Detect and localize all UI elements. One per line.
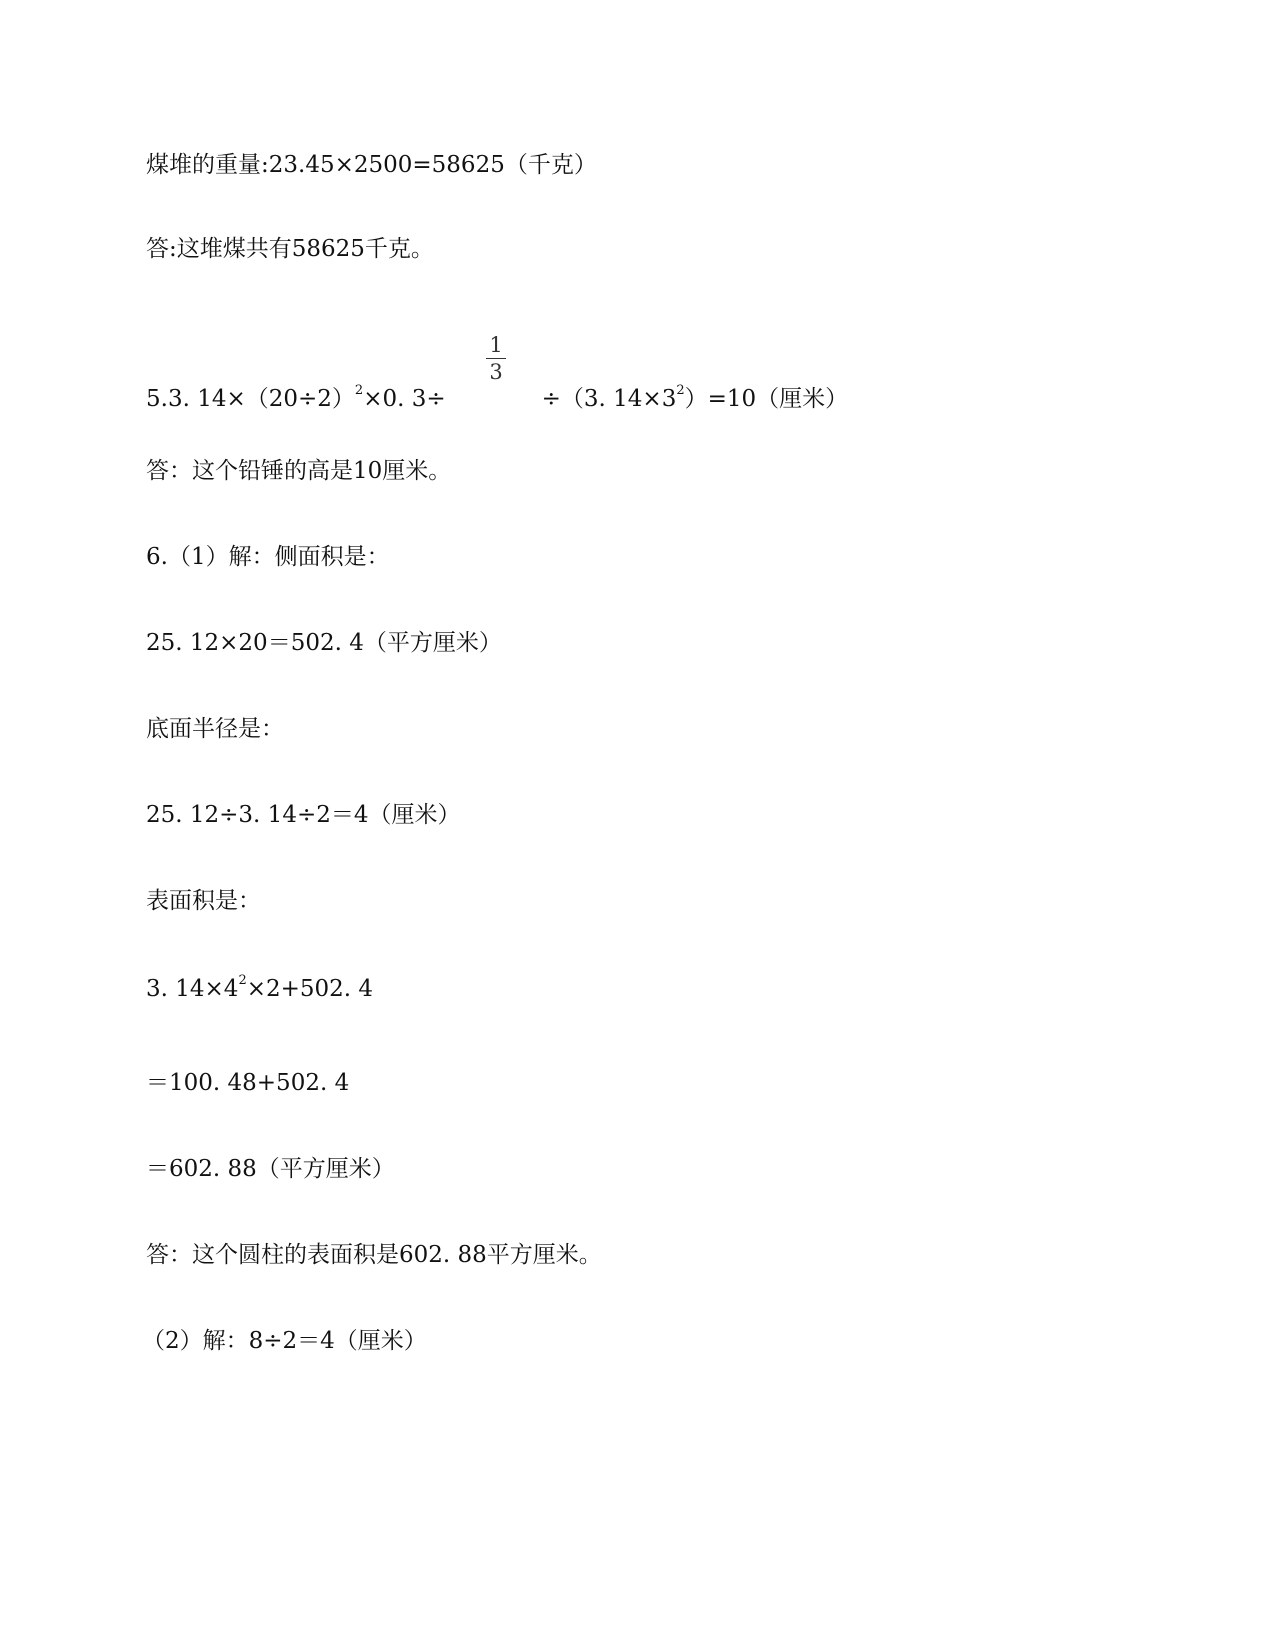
q6-answer-line: 答：这个圆柱的表面积是602. 88平方厘米。 [146,1242,602,1268]
q5-answer-line: 答：这个铅锤的高是10厘米。 [146,458,452,484]
q5-exponent-2: 2 [676,383,685,399]
q6-surface-part-a: 3. 14×4 [146,976,239,1002]
coal-weight-line: 煤堆的重量:23.45×2500=58625（千克） [146,152,597,178]
q6-surface-formula-line [146,974,373,1004]
q6-part2-line: （2）解：8÷2＝4（厘米） [142,1328,427,1354]
q5-part1: 5.3. 14×（20÷2） [146,386,355,412]
q5-part4: ）=10（厘米） [684,386,849,412]
q6-radius-label-line: 底面半径是： [146,716,284,742]
q6-title-line: 6.（1）解：侧面积是： [146,544,390,570]
q6-surface-exponent: 2 [238,973,247,989]
q6-surface-label-line: 表面积是： [146,888,261,914]
q5-part3: ÷（3. 14×3 [541,386,677,412]
q6-radius-line: 25. 12÷3. 14÷2＝4（厘米） [146,802,461,828]
q5-equation-line [146,384,848,414]
q6-surface-part-b: ×2+502. 4 [246,976,374,1002]
fraction-numerator: 1 [489,333,503,357]
fraction-denominator: 3 [489,360,503,384]
q5-part2: ×0. 3÷ [363,386,446,412]
q6-lateral-line: 25. 12×20＝502. 4（平方厘米） [146,630,502,656]
q6-step3-line: ＝602. 88（平方厘米） [146,1156,395,1182]
q5-exponent-1: 2 [354,383,364,399]
coal-answer-line: 答:这堆煤共有58625千克。 [146,236,434,262]
fraction-bar [486,358,506,359]
one-third-fraction [484,334,508,383]
q6-step2-line: ＝100. 48+502. 4 [146,1070,350,1096]
